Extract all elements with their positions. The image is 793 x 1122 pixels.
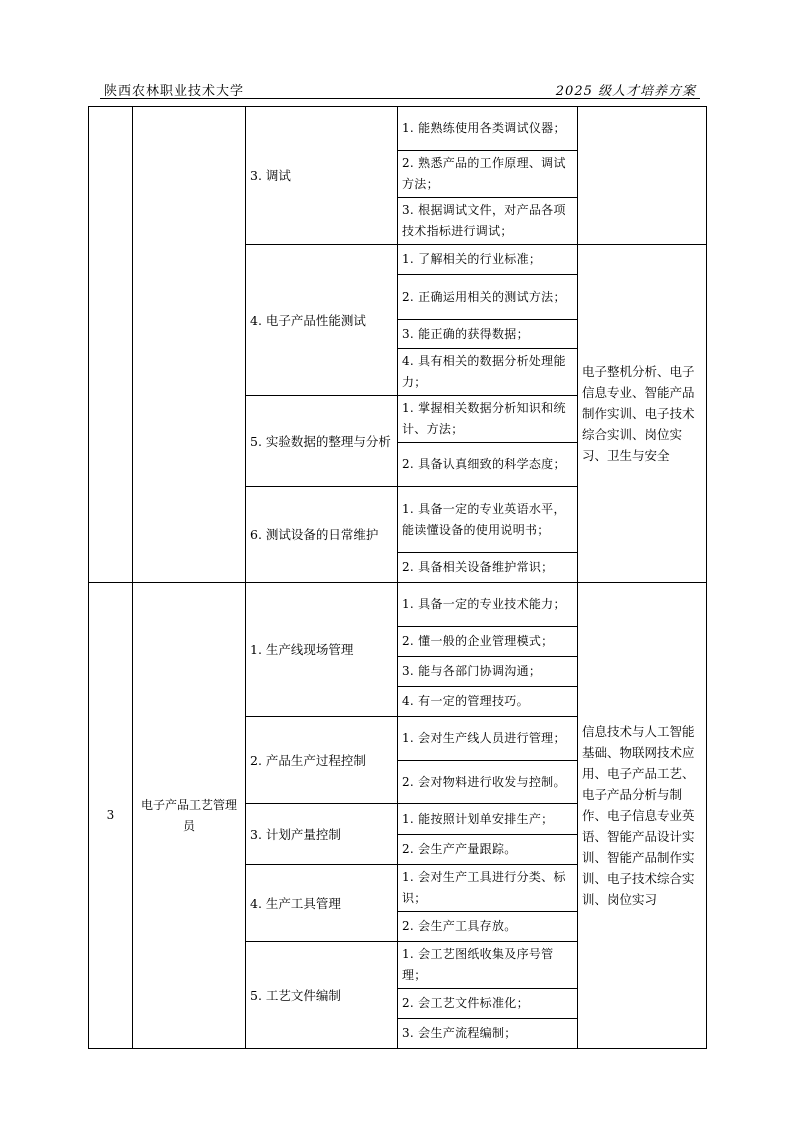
- skill-cell: 2. 正确运用相关的测试方法；: [398, 275, 578, 320]
- page-header: [100, 76, 700, 98]
- skill-cell: 1. 具备一定的专业英语水平，能读懂设备的使用说明书；: [398, 487, 578, 553]
- skill-cell: 3. 能正确的获得数据；: [398, 320, 578, 349]
- skill-cell: 4. 有一定的管理技巧。: [398, 687, 578, 717]
- skill-cell: 2. 会生产工具存放。: [398, 912, 578, 942]
- skill-cell: 1. 了解相关的行业标准；: [398, 245, 578, 275]
- header-rule: [100, 98, 700, 99]
- skill-cell: 1. 会对生产线人员进行管理；: [398, 717, 578, 761]
- skill-cell: 2. 会工艺文件标准化；: [398, 989, 578, 1019]
- skill-cell: 1. 会对生产工具进行分类、标识；: [398, 865, 578, 912]
- header-document-title: 2025 级人才培养方案: [555, 84, 696, 99]
- skill-cell: 2. 熟悉产品的工作原理、调试方法；: [398, 151, 578, 198]
- job-cell-empty: [133, 107, 246, 583]
- curriculum-table: [88, 106, 707, 1049]
- course-cell: 信息技术与人工智能基础、物联网技术应用、电子产品工艺、电子产品分析与制作、电子信息专业英语、智能产品设计实训、智能产品制作实训、电子技术综合实训、岗位实习: [578, 583, 707, 1049]
- header-institution: 陕西农林职业技术大学: [104, 84, 245, 99]
- skill-cell: 2. 会对物料进行收发与控制。: [398, 761, 578, 804]
- num-cell-empty: [89, 107, 133, 583]
- row-number: 3: [89, 583, 133, 1049]
- skill-cell: 2. 懂一般的企业管理模式；: [398, 627, 578, 657]
- skill-cell: 2. 会生产产量跟踪。: [398, 835, 578, 865]
- skill-cell: 2. 具备认真细致的科学态度；: [398, 443, 578, 487]
- skill-cell: 1. 具备一定的专业技术能力；: [398, 583, 578, 627]
- skill-cell: 3. 会生产流程编制；: [398, 1019, 578, 1049]
- course-cell: 电子整机分析、电子信息专业、智能产品制作实训、电子技术综合实训、岗位实习、卫生与安全: [578, 245, 707, 583]
- task-cell: 2. 产品生产过程控制: [246, 717, 398, 804]
- skill-cell: 3. 根据调试文件，对产品各项技术指标进行调试；: [398, 198, 578, 245]
- job-title: 电子产品工艺管理员: [133, 583, 246, 1049]
- table-row: [89, 583, 707, 627]
- skill-cell: 1. 掌握相关数据分析知识和统计、方法；: [398, 396, 578, 443]
- skill-cell: 1. 会工艺图纸收集及序号管理；: [398, 942, 578, 989]
- skill-cell: 1. 能按照计划单安排生产；: [398, 804, 578, 835]
- skill-cell: 2. 具备相关设备维护常识；: [398, 553, 578, 583]
- skill-cell: 1. 能熟练使用各类调试仪器；: [398, 107, 578, 151]
- task-cell: 5. 工艺文件编制: [246, 942, 398, 1049]
- task-cell: 4. 电子产品性能测试: [246, 245, 398, 396]
- skill-cell: 3. 能与各部门协调沟通；: [398, 657, 578, 687]
- task-cell: 1. 生产线现场管理: [246, 583, 398, 717]
- task-cell: 5. 实验数据的整理与分析: [246, 396, 398, 487]
- task-cell: 6. 测试设备的日常维护: [246, 487, 398, 583]
- task-cell: 3. 调试: [246, 107, 398, 245]
- table-row: [89, 107, 707, 151]
- task-cell: 4. 生产工具管理: [246, 865, 398, 942]
- course-cell-empty: [578, 107, 707, 245]
- skill-cell: 4. 具有相关的数据分析处理能力；: [398, 349, 578, 396]
- task-cell: 3. 计划产量控制: [246, 804, 398, 865]
